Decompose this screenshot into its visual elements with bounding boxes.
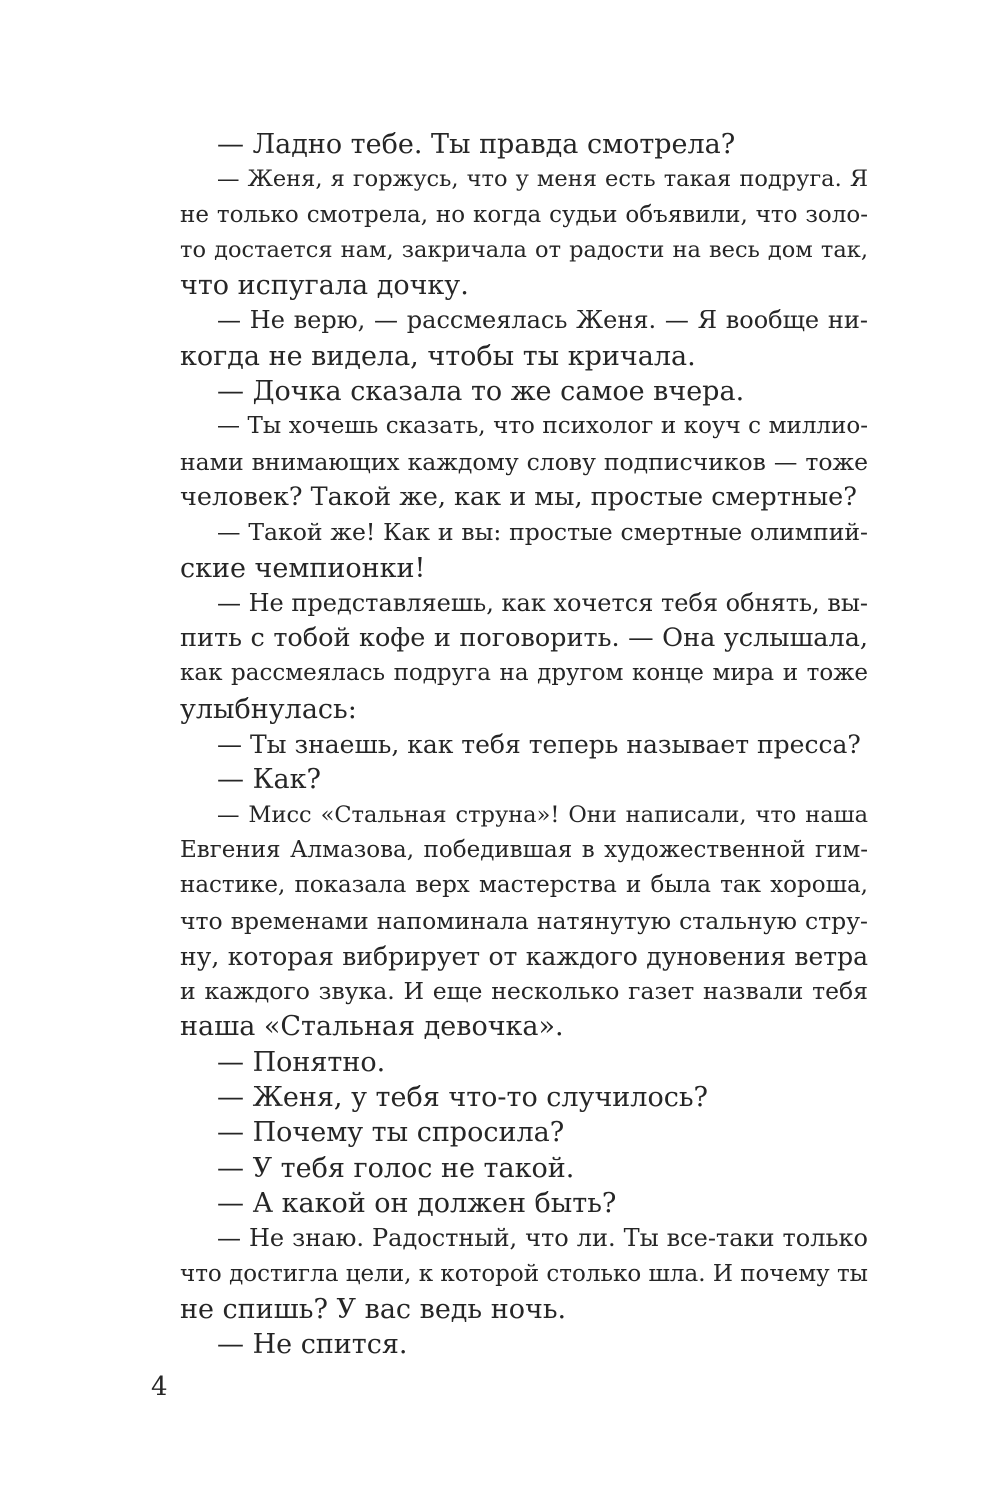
text-line: — Как? — [217, 764, 321, 796]
text-line: не только смотрела, но когда судьи объявили, что золо- — [180, 201, 868, 228]
text-line: когда не видела, чтобы ты кричала. — [180, 340, 696, 372]
text-line: — Почему ты спросила? — [217, 1117, 565, 1149]
page-number: 4 — [151, 1372, 168, 1402]
text-line: ну, которая вибрирует от каждого дуновения ветра — [180, 941, 868, 971]
text-line: — У тебя голос не такой. — [217, 1152, 575, 1184]
text-line: — Ты знаешь, как тебя теперь называет пресса? — [217, 730, 861, 760]
text-line: как рассмеялась подруга на другом конце мира и тоже — [180, 660, 868, 687]
text-line: что достигла цели, к которой столько шла. И почему ты — [180, 1260, 868, 1287]
text-line: и каждого звука. И еще несколько газет назвали тебя — [180, 977, 868, 1006]
text-line: — Понятно. — [217, 1046, 386, 1078]
text-line: — Такой же! Как и вы: простые смертные олимпий- — [217, 518, 868, 547]
text-line: что испугала дочку. — [180, 270, 469, 302]
text-line: Евгения Алмазова, победившая в художественной гим- — [180, 836, 868, 863]
text-line: — Не верю, — рассмеялась Женя. — Я вообще ни- — [217, 306, 868, 335]
text-line: человек? Такой же, как и мы, простые смертные? — [180, 481, 857, 512]
text-line: — Не представляешь, как хочется тебя обнять, вы- — [217, 588, 869, 617]
text-line: настике, показала верх мастерства и была так хороша, — [180, 872, 868, 899]
text-line: — Ладно тебе. Ты правда смотрела? — [217, 129, 736, 160]
text-line: — А какой он должен быть? — [217, 1187, 617, 1219]
text-line: — Ты хочешь сказать, что психолог и коуч с миллио- — [217, 413, 868, 440]
text-line: улыбнулась: — [180, 693, 357, 725]
text-line: не спишь? У вас ведь ночь. — [180, 1293, 567, 1325]
text-line: — Не знаю. Радостный, что ли. Ты все-таки только — [217, 1224, 868, 1253]
text-line: нами внимающих каждому слову подписчиков — тоже — [180, 447, 868, 476]
text-line: — Женя, я горжусь, что у меня есть такая подруга. Я — [217, 166, 868, 193]
text-line: пить с тобой кофе и поговорить. — Она услышала, — [180, 623, 868, 654]
text-line: — Женя, у тебя что-то случилось? — [217, 1082, 708, 1114]
text-line: — Дочка сказала то же самое вчера. — [217, 376, 745, 408]
text-line: что временами напоминала натянутую стальную стру- — [180, 906, 868, 935]
text-line: наша «Стальная девочка». — [180, 1011, 564, 1043]
text-line: — Не спится. — [217, 1329, 408, 1361]
text-line: ские чемпионки! — [180, 552, 426, 584]
text-line: то достается нам, закричала от радости на весь дом так, — [180, 236, 868, 263]
text-line: — Мисс «Стальная струна»! Они написали, что наша — [217, 801, 868, 828]
page-body-text — [180, 127, 868, 1362]
